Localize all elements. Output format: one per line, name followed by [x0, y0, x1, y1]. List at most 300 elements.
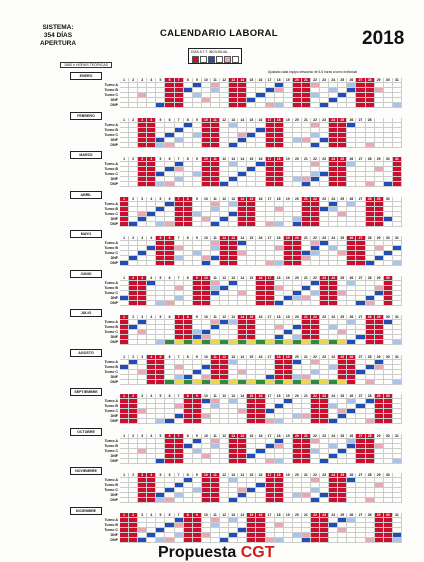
legend-title: DÍAS A T.T. INDIVIDUAL: [191, 50, 228, 54]
shift-label: Turno C: [104, 527, 118, 532]
day-number: 26: [347, 473, 356, 478]
shift-cell: [338, 222, 347, 227]
day-number: 19: [284, 276, 293, 281]
day-number: 22: [311, 355, 320, 360]
shift-cell: [138, 538, 147, 543]
day-number: 19: [284, 513, 293, 518]
day-number: 11: [211, 157, 220, 162]
shift-label: DNP: [110, 300, 118, 305]
day-number: 8: [184, 434, 193, 439]
day-number: 6: [165, 434, 174, 439]
day-number: 5: [156, 513, 165, 518]
day-number: 14: [238, 355, 247, 360]
shift-cell: [202, 301, 211, 306]
day-number: 29: [375, 276, 384, 281]
shift-cell: [247, 538, 256, 543]
shift-cell: [165, 340, 174, 345]
shift-cell: [256, 538, 265, 543]
day-number: 15: [247, 315, 256, 320]
day-number: 22: [311, 78, 320, 83]
day-number: 12: [220, 118, 229, 123]
shift-cell: [275, 419, 284, 424]
shift-label: Turno B: [104, 246, 118, 250]
day-number: 5: [156, 236, 165, 241]
shift-cell: [175, 459, 184, 464]
shift-cell: [229, 301, 238, 306]
day-number: 14: [238, 118, 247, 123]
shift-cell: [220, 143, 229, 148]
day-number: 4: [147, 473, 156, 478]
month-name: MAYO: [70, 230, 102, 238]
day-number: 20: [293, 157, 302, 162]
shift-cell: [356, 301, 365, 306]
shift-label: DNP: [110, 379, 118, 384]
day-number: 9: [193, 473, 202, 478]
day-number: 24: [329, 434, 338, 439]
shift-cell: [266, 380, 275, 385]
day-number: 29: [375, 78, 384, 83]
day-number: 26: [347, 236, 356, 241]
day-number: 14: [238, 157, 247, 162]
day-number: 6: [165, 236, 174, 241]
month-name: DICIEMBRE: [70, 507, 102, 515]
day-number: 24: [329, 118, 338, 123]
day-number: 24: [329, 394, 338, 399]
shift-cell: [175, 538, 184, 543]
shift-label: Turno B: [104, 127, 118, 132]
day-number: 31: [393, 513, 402, 518]
shift-label: DNP: [110, 340, 118, 344]
day-number: 26: [347, 315, 356, 320]
day-number: 26: [347, 434, 356, 439]
shift-cell: [329, 222, 338, 227]
shift-label: Turno A: [104, 201, 118, 206]
day-number: 25: [338, 78, 347, 83]
shift-cell: [238, 538, 247, 543]
day-number: 10: [202, 197, 211, 202]
shift-cell: [229, 143, 238, 148]
shift-cell: [247, 103, 256, 108]
shift-cell: [156, 340, 165, 345]
day-number: 4: [147, 434, 156, 439]
day-number: 15: [247, 513, 256, 518]
day-number: 4: [147, 315, 156, 320]
shift-cell: [284, 380, 293, 385]
shift-cell: [347, 222, 356, 227]
shift-label: DNP: [110, 537, 118, 542]
shift-cell: [138, 143, 147, 148]
shift-label: Turno A: [104, 399, 118, 403]
day-number: 12: [220, 236, 229, 241]
footer: [158, 544, 274, 562]
day-number: 29: [375, 315, 384, 320]
day-number: 30: [384, 355, 393, 360]
day-number: 24: [329, 197, 338, 202]
day-number: 25: [338, 355, 347, 360]
shift-cell: [356, 538, 365, 543]
shift-cell: [120, 103, 129, 108]
shift-cell: [356, 261, 365, 266]
shift-cell: [156, 222, 165, 227]
shift-cell: [293, 261, 302, 266]
day-number: 7: [175, 473, 184, 478]
day-number: 6: [165, 473, 174, 478]
shift-cell: [347, 498, 356, 503]
shift-cell: [129, 419, 138, 424]
shift-cell: [284, 261, 293, 266]
shift-cell: [320, 340, 329, 345]
month-name: OCTUBRE: [70, 428, 102, 436]
day-number: 5: [156, 355, 165, 360]
day-number: 13: [229, 78, 238, 83]
shift-label: Turno A: [104, 280, 118, 285]
shift-cell: [247, 222, 256, 227]
day-number: 7: [175, 197, 184, 202]
day-number: 31: [393, 78, 402, 83]
day-number: 15: [247, 355, 256, 360]
shift-cell: [293, 538, 302, 543]
day-number: 8: [184, 236, 193, 241]
day-number: 9: [193, 236, 202, 241]
day-number: 11: [211, 513, 220, 518]
shift-label: Turno A: [104, 320, 118, 324]
footer-prefix: Propuesta: [158, 544, 241, 561]
day-number: 22: [311, 434, 320, 439]
shift-cell: [165, 419, 174, 424]
shift-cell: [347, 261, 356, 266]
day-number: 25: [338, 315, 347, 320]
shift-cell: [147, 498, 156, 503]
month-name: SEPTIEMBRE: [70, 388, 102, 396]
shift-cell: [366, 459, 375, 464]
shift-cell: [247, 301, 256, 306]
day-number: 29: [375, 434, 384, 439]
shift-cell: [220, 459, 229, 464]
day-number: 12: [220, 355, 229, 360]
shift-cell: [275, 103, 284, 108]
shift-cell: [238, 143, 247, 148]
shift-cell: [302, 498, 311, 503]
day-number: 1: [120, 315, 129, 320]
shift-cell: [165, 380, 174, 385]
day-number: 13: [229, 236, 238, 241]
day-number: 14: [238, 197, 247, 202]
shift-cell: [165, 261, 174, 266]
day-number: 10: [202, 157, 211, 162]
shift-cell: [229, 538, 238, 543]
shift-cell: [156, 419, 165, 424]
shift-cell: [220, 498, 229, 503]
day-number: 5: [156, 315, 165, 320]
day-number: 23: [320, 157, 329, 162]
shift-cell: [238, 419, 247, 424]
day-number: 19: [284, 315, 293, 320]
day-number: 20: [293, 118, 302, 123]
shift-cell: [120, 419, 129, 424]
shift-cell: [375, 222, 384, 227]
hours-box: 1680 h HORAS TEÓRICAS: [60, 62, 112, 68]
shift-row: [40, 380, 402, 385]
shift-cell: [256, 498, 265, 503]
day-number: 20: [293, 394, 302, 399]
day-number: 17: [266, 355, 275, 360]
shift-cell: [202, 459, 211, 464]
day-number: 31: [393, 236, 402, 241]
shift-cell: [156, 143, 165, 148]
shift-cell: [293, 340, 302, 345]
day-number: 30: [384, 513, 393, 518]
day-number: 26: [347, 513, 356, 518]
shift-cell: [275, 182, 284, 187]
shift-cell: [202, 103, 211, 108]
shift-cell: [320, 261, 329, 266]
shift-cell: [175, 340, 184, 345]
shift-cell: [138, 459, 147, 464]
day-number: 25: [338, 197, 347, 202]
shift-cell: [193, 143, 202, 148]
day-number: 18: [275, 434, 284, 439]
shift-cell: [156, 103, 165, 108]
day-number: 8: [184, 78, 193, 83]
shift-cell: [211, 182, 220, 187]
day-number: 16: [256, 157, 265, 162]
shift-row: [40, 143, 402, 148]
day-number: 24: [329, 236, 338, 241]
shift-label: Turno C: [104, 409, 118, 413]
shift-cell: [329, 380, 338, 385]
day-number: 15: [247, 118, 256, 123]
day-number: 16: [256, 473, 265, 478]
day-number: 21: [302, 355, 311, 360]
day-number: 2: [129, 276, 138, 281]
day-number: 1: [120, 276, 129, 281]
shift-cell: [284, 498, 293, 503]
shift-cell: [193, 182, 202, 187]
shift-cell: [256, 103, 265, 108]
shift-cell: [266, 222, 275, 227]
shift-cell: [384, 538, 393, 543]
shift-cell: [156, 459, 165, 464]
day-number: 1: [120, 434, 129, 439]
day-number: 13: [229, 394, 238, 399]
day-number: 1: [120, 118, 129, 123]
shift-cell: [366, 301, 375, 306]
shift-cell: [366, 261, 375, 266]
day-number: 21: [302, 197, 311, 202]
day-number: 14: [238, 315, 247, 320]
shift-cell: [338, 498, 347, 503]
shift-cell: [393, 459, 402, 464]
day-number: 19: [284, 236, 293, 241]
shift-cell: [211, 538, 220, 543]
shift-cell: [220, 222, 229, 227]
shift-cell: [384, 301, 393, 306]
shift-cell: [266, 459, 275, 464]
day-number: 7: [175, 118, 184, 123]
shift-cell: [293, 222, 302, 227]
day-number: 23: [320, 434, 329, 439]
shift-cell: [356, 103, 365, 108]
shift-cell: [393, 498, 402, 503]
day-number: 25: [338, 276, 347, 281]
shift-cell: [193, 301, 202, 306]
day-number: 8: [184, 473, 193, 478]
day-number: 29: [375, 157, 384, 162]
day-number: 25: [338, 394, 347, 399]
day-number: 18: [275, 473, 284, 478]
shift-label: DNF: [110, 453, 118, 458]
shift-cell: [147, 419, 156, 424]
shift-cell: [329, 103, 338, 108]
shift-cell: [266, 498, 275, 503]
day-number: 6: [165, 78, 174, 83]
day-number: 18: [275, 276, 284, 281]
day-number: 24: [329, 355, 338, 360]
day-number: 12: [220, 78, 229, 83]
day-number: 17: [266, 276, 275, 281]
day-number: 29: [375, 236, 384, 241]
day-number: 3: [138, 434, 147, 439]
shift-label: Turno A: [104, 359, 118, 364]
day-number: 17: [266, 315, 275, 320]
shift-cell: [293, 419, 302, 424]
day-number: 28: [366, 276, 375, 281]
shift-cell: [129, 538, 138, 543]
shift-cell: [293, 182, 302, 187]
day-number: 7: [175, 513, 184, 518]
year: 2018: [362, 28, 405, 49]
shift-cell: [320, 103, 329, 108]
day-number: 5: [156, 276, 165, 281]
day-number: 16: [256, 236, 265, 241]
shift-cell: [229, 103, 238, 108]
day-number: 12: [220, 157, 229, 162]
day-number: 21: [302, 276, 311, 281]
shift-cell: [247, 182, 256, 187]
shift-cell: [302, 103, 311, 108]
shift-cell: [238, 182, 247, 187]
day-number: 11: [211, 315, 220, 320]
day-number: 16: [256, 355, 265, 360]
shift-cell: [211, 419, 220, 424]
shift-cell: [284, 419, 293, 424]
shift-cell: [302, 538, 311, 543]
day-number: 16: [256, 315, 265, 320]
shift-cell: [138, 380, 147, 385]
day-number: 15: [247, 78, 256, 83]
day-number: 11: [211, 236, 220, 241]
day-number: 24: [329, 276, 338, 281]
day-number: 18: [275, 513, 284, 518]
day-number: 9: [193, 197, 202, 202]
day-number: 24: [329, 157, 338, 162]
shift-cell: [338, 459, 347, 464]
day-number: 30: [384, 473, 393, 478]
day-number: 8: [184, 197, 193, 202]
day-number: 26: [347, 118, 356, 123]
day-number: 10: [202, 394, 211, 399]
shift-cell: [193, 340, 202, 345]
day-number: 15: [247, 157, 256, 162]
shift-cell: [266, 419, 275, 424]
shift-label: Turno A: [104, 438, 118, 443]
day-number: 23: [320, 513, 329, 518]
shift-cell: [129, 222, 138, 227]
shift-cell: [211, 340, 220, 345]
day-number: 26: [347, 394, 356, 399]
day-number: 10: [202, 78, 211, 83]
shift-cell: [275, 222, 284, 227]
day-number: 7: [175, 315, 184, 320]
shift-cell: [375, 340, 384, 345]
day-number: 18: [275, 197, 284, 202]
shift-cell: [211, 261, 220, 266]
shift-label: Turno C: [104, 93, 118, 97]
day-number: 12: [220, 513, 229, 518]
shift-cell: [256, 182, 265, 187]
shift-cell: [375, 143, 384, 148]
day-number: 1: [120, 513, 129, 518]
shift-cell: [347, 143, 356, 148]
shift-label: DNP: [110, 103, 118, 107]
shift-cell: [129, 301, 138, 306]
shift-cell: [211, 103, 220, 108]
shift-cell: [147, 301, 156, 306]
day-number: 20: [293, 355, 302, 360]
shift-cell: [366, 103, 375, 108]
shift-cell: [138, 498, 147, 503]
day-number: 23: [320, 236, 329, 241]
shift-cell: [275, 301, 284, 306]
day-number: 24: [329, 513, 338, 518]
day-number: 3: [138, 197, 147, 202]
month-name: MARZO: [70, 151, 102, 159]
day-number: 13: [229, 355, 238, 360]
shift-cell: [384, 143, 393, 148]
day-number: 13: [229, 197, 238, 202]
shift-cell: [138, 103, 147, 108]
shift-label: DNP: [110, 419, 118, 423]
day-number: 10: [202, 276, 211, 281]
shift-cell: [193, 538, 202, 543]
day-number: 25: [338, 157, 347, 162]
shift-cell: [375, 380, 384, 385]
shift-cell: [147, 459, 156, 464]
shift-label: Turno B: [104, 325, 118, 329]
day-number: 23: [320, 315, 329, 320]
shift-cell: [165, 498, 174, 503]
shift-cell: [202, 143, 211, 148]
shift-cell: [229, 419, 238, 424]
day-number: 15: [247, 434, 256, 439]
shift-cell: [320, 498, 329, 503]
shift-label: Turno C: [104, 330, 118, 334]
shift-label: Turno C: [104, 290, 118, 295]
day-number: 28: [366, 513, 375, 518]
day-number: 16: [256, 78, 265, 83]
shift-cell: [220, 340, 229, 345]
shift-cell: [347, 103, 356, 108]
day-number: 15: [247, 473, 256, 478]
page-title: CALENDARIO LABORAL: [160, 28, 278, 39]
day-number: 4: [147, 355, 156, 360]
shift-label: Turno B: [104, 404, 118, 408]
system-label: SISTEMA:: [42, 24, 74, 31]
shift-cell: [284, 301, 293, 306]
day-number: 14: [238, 394, 247, 399]
day-number: 23: [320, 276, 329, 281]
day-number: 11: [211, 78, 220, 83]
